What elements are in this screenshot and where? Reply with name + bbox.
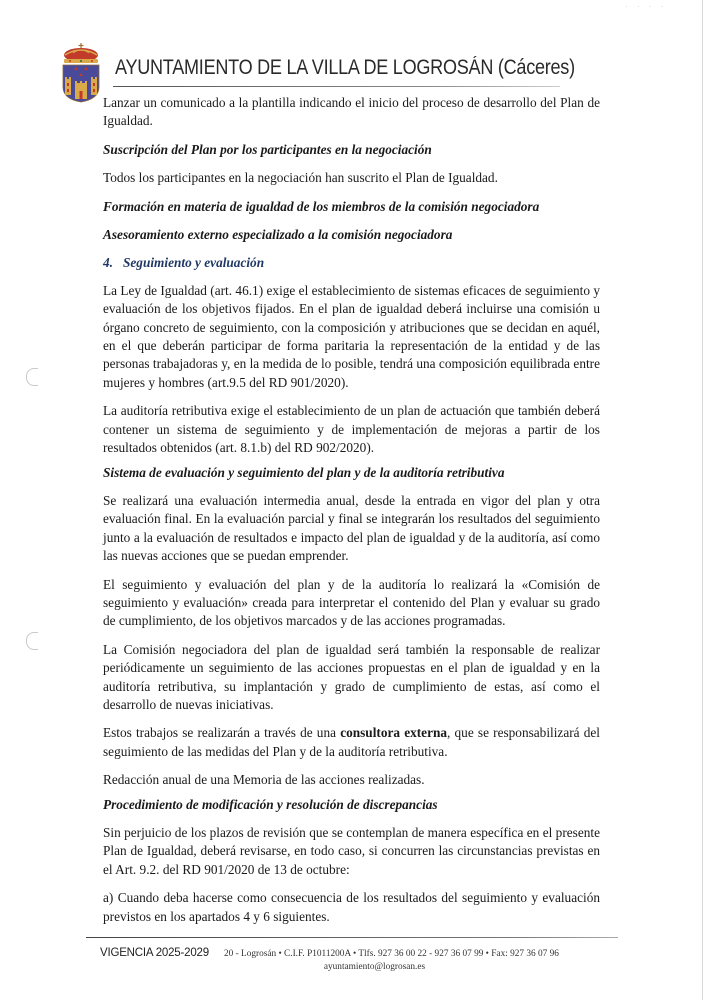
footer-address: 20 - Logrosán • C.I.F. P1011200A • Tlfs. 927 36 00 22 - 927 36 07 99 • Fax: 927 36 07 96: [224, 949, 559, 959]
section-number: 4.: [103, 255, 113, 271]
paragraph-evaluacion: Se realizará una evaluación intermedia anual, desde la entrada en vigor del plan y otra evaluación final. En la evaluación parcial y final se integrarán los resultados del seguimiento junto a la evaluación de resultados e impacto del plan de igualdad y de la auditoría, así como las nuevas acciones que se puedan emprender.: [103, 492, 600, 564]
punch-hole-mark: [26, 368, 38, 386]
paragraph-negociadora: La Comisión negociadora del plan de igualdad será también la responsable de realizar periódicamente un seguimiento de las acciones propuestas en el plan de igualdad y en la auditoría retributiva, su implantación y grado de cumplimiento de estas, así como el desarrollo de nuevas iniciativas.: [103, 641, 600, 712]
document-body: [103, 94, 600, 936]
text-run: Estos trabajos se realizarán a través de una: [103, 725, 341, 741]
paragraph-ley-igualdad: La Ley de Igualdad (art. 46.1) exige el establecimiento de sistemas eficaces de seguimiento y evaluación de los objetivos fijados. En el plan de igualdad deberá incluirse una comisión u órgano concreto de seguimiento, con la composición y atribuciones que se decidan en aquél, en el que deberán participar de forma paritaria la representación de la entidad y de las personas trabajadoras y, en la medida de lo posible, tendrá una composición equilibrada entre mujeres y hombres (art.9.5 del RD 901/2020).: [103, 282, 600, 390]
subheading-asesoramiento: Asesoramiento externo especializado a la comisión negociadora: [103, 227, 453, 243]
bold-text-run: consultora externa: [340, 725, 448, 741]
section-title: Seguimiento y evaluación: [123, 255, 265, 271]
subheading-sistema: Sistema de evaluación y seguimiento del plan y de la auditoría retributiva: [103, 464, 505, 480]
scan-marks: · · · ·: [625, 4, 667, 11]
footer-email-line: [0, 962, 707, 972]
paragraph-perjuicio: Sin perjuicio de los plazos de revisión que se contemplan de manera específica en el presente Plan de Igualdad, deberá revisarse, en todo caso, si concurren las circunstancias previstas en el Art. 9.2. del RD 901/2020 de 13 de octubre:: [103, 825, 600, 877]
intro-paragraph: Lanzar un comunicado a la plantilla indicando el inicio del proceso de desarrollo del Plan de Igualdad.: [103, 95, 600, 129]
section-heading: [103, 254, 600, 272]
municipality-title: AYUNTAMIENTO DE LA VILLA DE LOGROSÁN (Cáceres): [115, 56, 575, 79]
punch-hole-mark: [26, 632, 38, 650]
paragraph-suscripcion: Todos los participantes en la negociación han suscrito el Plan de Igualdad.: [103, 170, 498, 186]
paragraph-item-a: a) Cuando deba hacerse como consecuencia de los resultados del seguimiento y evaluación previstos en los apartados 4 y 6 siguientes.: [103, 890, 600, 924]
header-divider: [113, 86, 560, 87]
subheading-procedimiento: Procedimiento de modificación y resolución de discrepancias: [103, 796, 438, 812]
footer-divider: [86, 937, 618, 938]
paragraph-consultora: [103, 724, 600, 761]
subheading-suscripcion: Suscripción del Plan por los participantes en la negociación: [103, 141, 432, 157]
page-edge: [702, 0, 703, 1000]
validity-stamp: VIGENCIA 2025-2029: [100, 947, 209, 959]
coat-of-arms-icon: [60, 43, 102, 103]
paragraph-comision: El seguimiento y evaluación del plan y de la auditoría lo realizará la «Comisión de seguimiento y evaluación» creada para interpretar el contenido del Plan y evaluar su grado de cumplimiento, de los objetivos marcados y de las acciones programadas.: [103, 576, 600, 629]
paragraph-memoria: Redacción anual de una Memoria de las acciones realizadas.: [103, 772, 425, 788]
subheading-formacion: Formación en materia de igualdad de los miembros de la comisión negociadora: [103, 198, 540, 214]
paragraph-auditoria: La auditoría retributiva exige el establecimiento de un plan de actuación que también deberá contener un sistema de seguimiento y de implementación de mejoras a partir de los resultados obtenidos (art. 8.1.b) del RD 902/2020).: [103, 403, 600, 456]
text-run: , que se responsabilizará del seguimiento de las medidas del Plan y de la auditoría retributiva.: [103, 725, 600, 759]
footer-email: ayuntamiento@logrosan.es: [323, 962, 426, 972]
